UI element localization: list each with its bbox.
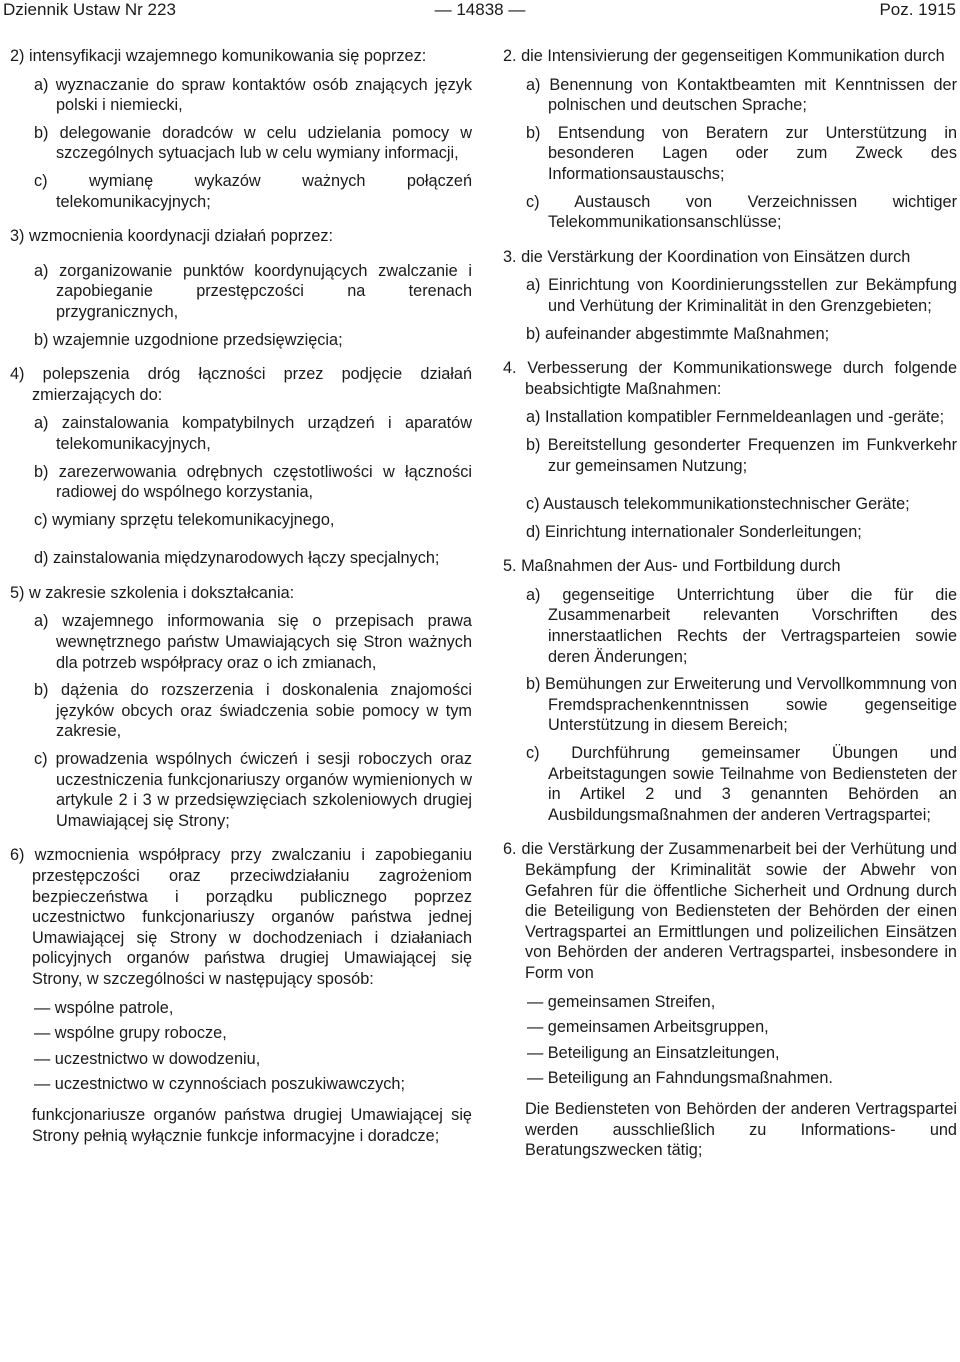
pl-s6-closing: funkcjonariusze organów państwa drugiej Umawiającej się Strony pełnią wyłącznie funkcje informacyjne i doradcze; — [32, 1105, 472, 1145]
de-s4-a: a) Installation kompatibler Fernmeldeanlagen und -geräte; — [526, 408, 945, 427]
pl-section-6 — [10, 845, 472, 1146]
de-section-2 — [503, 46, 957, 233]
page-number: — 14838 — — [434, 0, 526, 19]
pl-section-4 — [10, 364, 472, 569]
pl-s5-a: a) wzajemnego informowania się o przepisach prawa wewnętrznego państw Umawiających się Stron ważnych dla potrzeb współpracy oraz o ich zmianach, — [34, 612, 472, 672]
de-s3-a: a) Einrichtung von Koordinierungsstellen zur Bekämpfung und Verhütung der Kriminalität in den Grenzgebieten; — [526, 276, 957, 315]
de-s6-closing: Die Bediensteten von Behörden der anderen Vertragspartei werden ausschließlich zu Informations- und Beratungszwecken tätig; — [525, 1099, 957, 1160]
pl-s3-heading: 3) wzmocnienia koordynacji działań poprzez: — [10, 227, 334, 246]
de-s2-heading: 2. die Intensivierung der gegenseitigen Kommunikation durch — [503, 47, 945, 65]
de-s6-dash-3: — Beteiligung an Einsatzleitungen, — [527, 1043, 780, 1062]
de-s2-b: b) Entsendung von Beratern zur Unterstützung in besonderen Lagen oder zum Zweck des Informationsaustauschs; — [526, 123, 957, 183]
position-number: Poz. 1915 — [879, 0, 956, 19]
pl-s2-b: b) delegowanie doradców w celu udzielania pomocy w szczególnych sytuacjach lub w celu wymiany informacji, — [34, 123, 472, 163]
german-column — [503, 46, 957, 1175]
pl-section-5 — [10, 583, 472, 832]
pl-s6-dash-2: — wspólne grupy robocze, — [34, 1024, 227, 1043]
pl-s6-dash-4: — uczestnictwo w czynnościach poszukiwawczych; — [34, 1075, 405, 1094]
pl-s2-a: a) wyznaczanie do spraw kontaktów osób znających język polski i niemiecki, — [34, 75, 472, 115]
de-s6-dash-2: — gemeinsamen Arbeitsgruppen, — [527, 1018, 769, 1037]
de-s3-b: b) aufeinander abgestimmte Maßnahmen; — [526, 324, 830, 343]
de-s6-heading: 6. die Verstärkung der Zusammenarbeit bei der Verhütung und Bekämpfung der Kriminalität sowie der Abwehr von Gefahren für die öffentliche Sicherheit und Ordnung durch die Beteiligung von Bediensteten der Behörden der einen Vertragspartei an Ermittlungen und polizeilichen Einsätzen von Behörden der anderen Vertragspartei, insbesondere in Form von — [503, 840, 957, 982]
de-s4-d: d) Einrichtung internationaler Sonderleitungen; — [526, 522, 862, 541]
de-s4-heading: 4. Verbesserung der Kommunikationswege durch folgende beabsichtigte Maßnahmen: — [503, 359, 957, 398]
pl-s4-b: b) zarezerwowania odrębnych częstotliwości w łączności radiowej do wspólnego korzystania, — [34, 462, 472, 502]
page-header — [0, 0, 960, 24]
de-s5-heading: 5. Maßnahmen der Aus- und Fortbildung durch — [503, 557, 841, 576]
pl-s6-heading: 6) wzmocnienia współpracy przy zwalczaniu i zapobieganiu przestępczości oraz przeciwdziałaniu zagrożeniom bezpieczeństwa i porządku publicznego poprzez uczestnictwo funkcjonariuszy organów państwa jednej Umawiającej się Strony w dochodzeniach i działaniach policyjnych organów państwa drugiej Umawiającej się Strony, w szczególności w następujący sposób: — [10, 846, 472, 988]
journal-title: Dziennik Ustaw Nr 223 — [3, 0, 176, 19]
de-s5-a: a) gegenseitige Unterrichtung über die für die Zusammenarbeit relevanten Vorschriften des innerstaatlichen Rechts der Vertragsparteien sowie deren Änderungen; — [526, 585, 957, 666]
de-s4-b: b) Bereitstellung gesonderter Frequenzen im Funkverkehr zur gemeinsamen Nutzung; — [526, 435, 957, 475]
pl-s5-heading: 5) w zakresie szkolenia i dokształcania: — [10, 583, 295, 602]
de-s2-a: a) Benennung von Kontaktbeamten mit Kenntnissen der polnischen und deutschen Sprache; — [526, 75, 957, 115]
pl-s3-a: a) zorganizowanie punktów koordynujących zwalczanie i zapobieganie przestępczości na terenach przygranicznych, — [34, 261, 472, 321]
de-s3-heading: 3. die Verstärkung der Koordination von Einsätzen durch — [503, 247, 911, 266]
de-s5-c: c) Durchführung gemeinsamer Übungen und Arbeitstagungen sowie Teilnahme von Bediensteten der in Artikel 2 und 3 genannten Behörden an Ausbildungsmaßnahmen der anderen Vertragspartei; — [526, 744, 957, 824]
pl-s6-dash-3: — uczestnictwo w dowodzeniu, — [34, 1049, 261, 1068]
pl-s2-c: c) wymianę wykazów ważnych połączeń telekomunikacyjnych; — [34, 171, 472, 211]
de-s6-dash-4: — Beteiligung an Fahndungsmaßnahmen. — [527, 1069, 833, 1088]
de-section-6 — [503, 839, 957, 1160]
pl-s6-dash-1: — wspólne patrole, — [34, 998, 174, 1017]
pl-s3-b: b) wzajemnie uzgodnione przedsięwzięcia; — [34, 330, 343, 349]
pl-s4-a: a) zainstalowania kompatybilnych urządzeń i aparatów telekomunikacyjnych, — [34, 414, 472, 453]
pl-s4-d: d) zainstalowania międzynarodowych łączy specjalnych; — [34, 549, 440, 568]
de-s6-dash-1: — gemeinsamen Streifen, — [527, 992, 716, 1011]
polish-column — [10, 46, 472, 1160]
de-s4-c: c) Austausch telekommunikationstechnischer Geräte; — [526, 495, 910, 514]
de-section-5 — [503, 556, 957, 825]
de-s2-c: c) Austausch von Verzeichnissen wichtiger Telekommunikationsanschlüsse; — [526, 192, 957, 232]
pl-s4-heading: 4) polepszenia dróg łączności przez podjęcie działań zmierzających do: — [10, 365, 472, 404]
pl-s2-heading: 2) intensyfikacji wzajemnego komunikowania się poprzez: — [10, 47, 427, 65]
pl-s5-b: b) dążenia do rozszerzenia i doskonalenia znajomości języków obcych oraz świadczenia sobie pomocy w tym zakresie, — [34, 681, 472, 741]
de-s5-b: b) Bemühungen zur Erweiterung und Vervollkommnung von Fremdsprachenkenntnissen sowie gegenseitige Unterstützung in diesem Bereich; — [526, 675, 957, 735]
pl-section-2 — [10, 46, 472, 212]
pl-s5-c: c) prowadzenia wspólnych ćwiczeń i sesji roboczych oraz uczestniczenia funkcjonariuszy organów wymienionych w artykule 2 i 3 w przedsięwzięciach szkoleniowych drugiej Umawiającej się Strony; — [34, 750, 472, 830]
pl-section-3 — [10, 226, 472, 350]
pl-s4-c: c) wymiany sprzętu telekomunikacyjnego, — [34, 510, 335, 529]
de-section-4 — [503, 358, 957, 542]
de-section-3 — [503, 247, 957, 344]
